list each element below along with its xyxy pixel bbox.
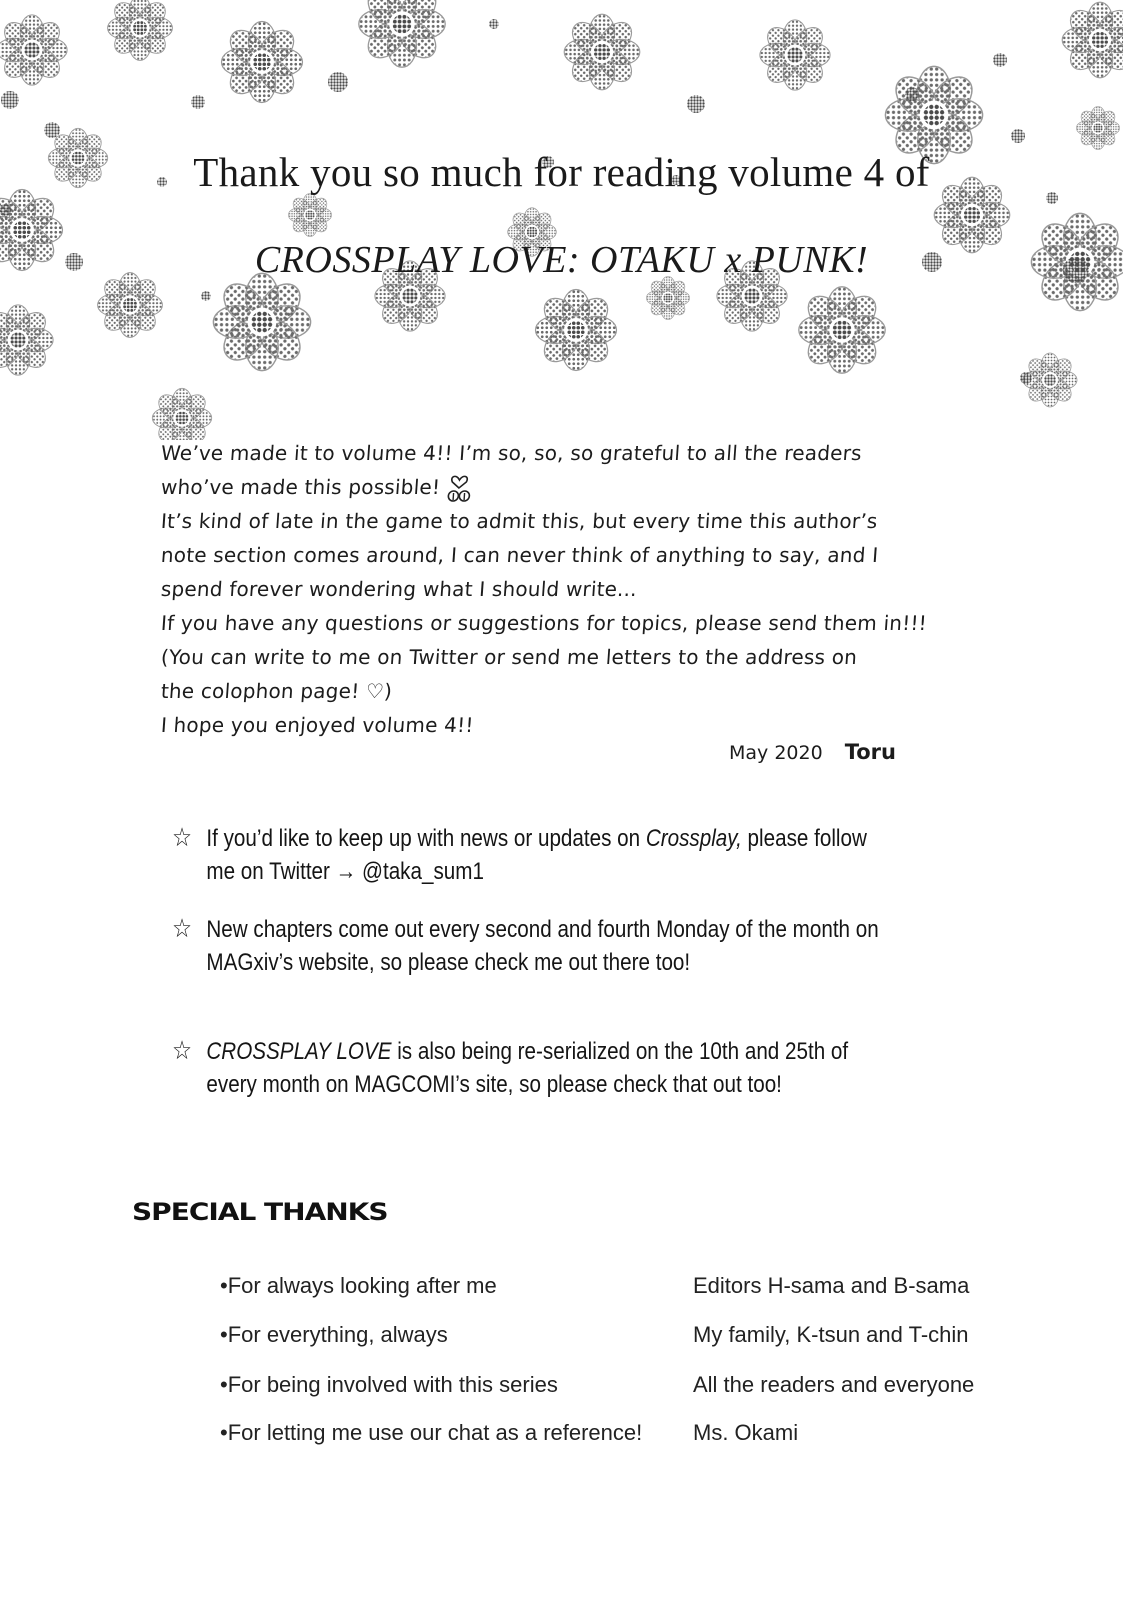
thanks-reason: •For always looking after me — [220, 1273, 497, 1298]
announcement-magxiv: ☆ New chapters come out every second and fourth Monday of the month on MAGxiv’s website, so please check me out there too! — [172, 914, 879, 976]
note-line: the colophon page! ♡) — [160, 679, 393, 703]
star-icon: ☆ — [172, 823, 193, 853]
thanks-row — [220, 1420, 1020, 1454]
thank-you-heading: Thank you so much for reading volume 4 of — [193, 149, 930, 195]
heart-doodle-icon — [445, 474, 473, 504]
note-line: I hope you enjoyed volume 4!! — [160, 713, 475, 737]
note-line: If you have any questions or suggestions for topics, please send them in!!! — [160, 611, 928, 635]
author-name: Toru — [844, 740, 896, 764]
thanks-recipient: Editors H-sama and B-sama — [693, 1273, 970, 1298]
note-line: It’s kind of late in the game to admit this, but every time this author’s — [160, 509, 879, 533]
announcement-twitter: ☆ If you’d like to keep up with news or updates on Crossplay, please follow me on Twitter → @taka_sum1 — [172, 823, 867, 885]
signature — [729, 740, 896, 764]
note-line: who’ve made this possible! — [160, 470, 962, 504]
thanks-row — [220, 1273, 1020, 1307]
special-thanks-heading: SPECIAL THANKS — [132, 1198, 388, 1227]
note-line: note section comes around, I can never think of anything to say, and I — [160, 543, 880, 567]
thanks-recipient: My family, K-tsun and T-chin — [693, 1322, 969, 1347]
thanks-reason: •For being involved with this series — [220, 1372, 558, 1397]
flower-pattern-background — [0, 0, 1123, 440]
announcement-magcomi: ☆ CROSSPLAY LOVE is also being re-serialized on the 10th and 25th of every month on MAGCOMI’s site, so please check that out too! — [172, 1036, 849, 1098]
thanks-recipient: Ms. Okami — [693, 1420, 799, 1445]
thanks-row — [220, 1372, 1020, 1406]
thanks-reason: •For letting me use our chat as a reference! — [220, 1420, 643, 1445]
note-line: We’ve made it to volume 4!! I’m so, so, so grateful to all the readers — [160, 441, 863, 465]
flower — [0, 0, 1123, 440]
star-icon: ☆ — [172, 914, 193, 944]
thanks-recipient: All the readers and everyone — [693, 1372, 975, 1397]
author-note — [161, 436, 961, 742]
thanks-reason: •For everything, always — [220, 1322, 448, 1347]
note-line: spend forever wondering what I should write... — [160, 577, 638, 601]
note-date: May 2020 — [729, 742, 823, 764]
thanks-row — [220, 1322, 1020, 1356]
star-icon: ☆ — [172, 1036, 193, 1066]
note-line: (You can write to me on Twitter or send me letters to the address on — [160, 645, 858, 669]
series-title: CROSSPLAY LOVE: OTAKU x PUNK! — [254, 239, 869, 281]
